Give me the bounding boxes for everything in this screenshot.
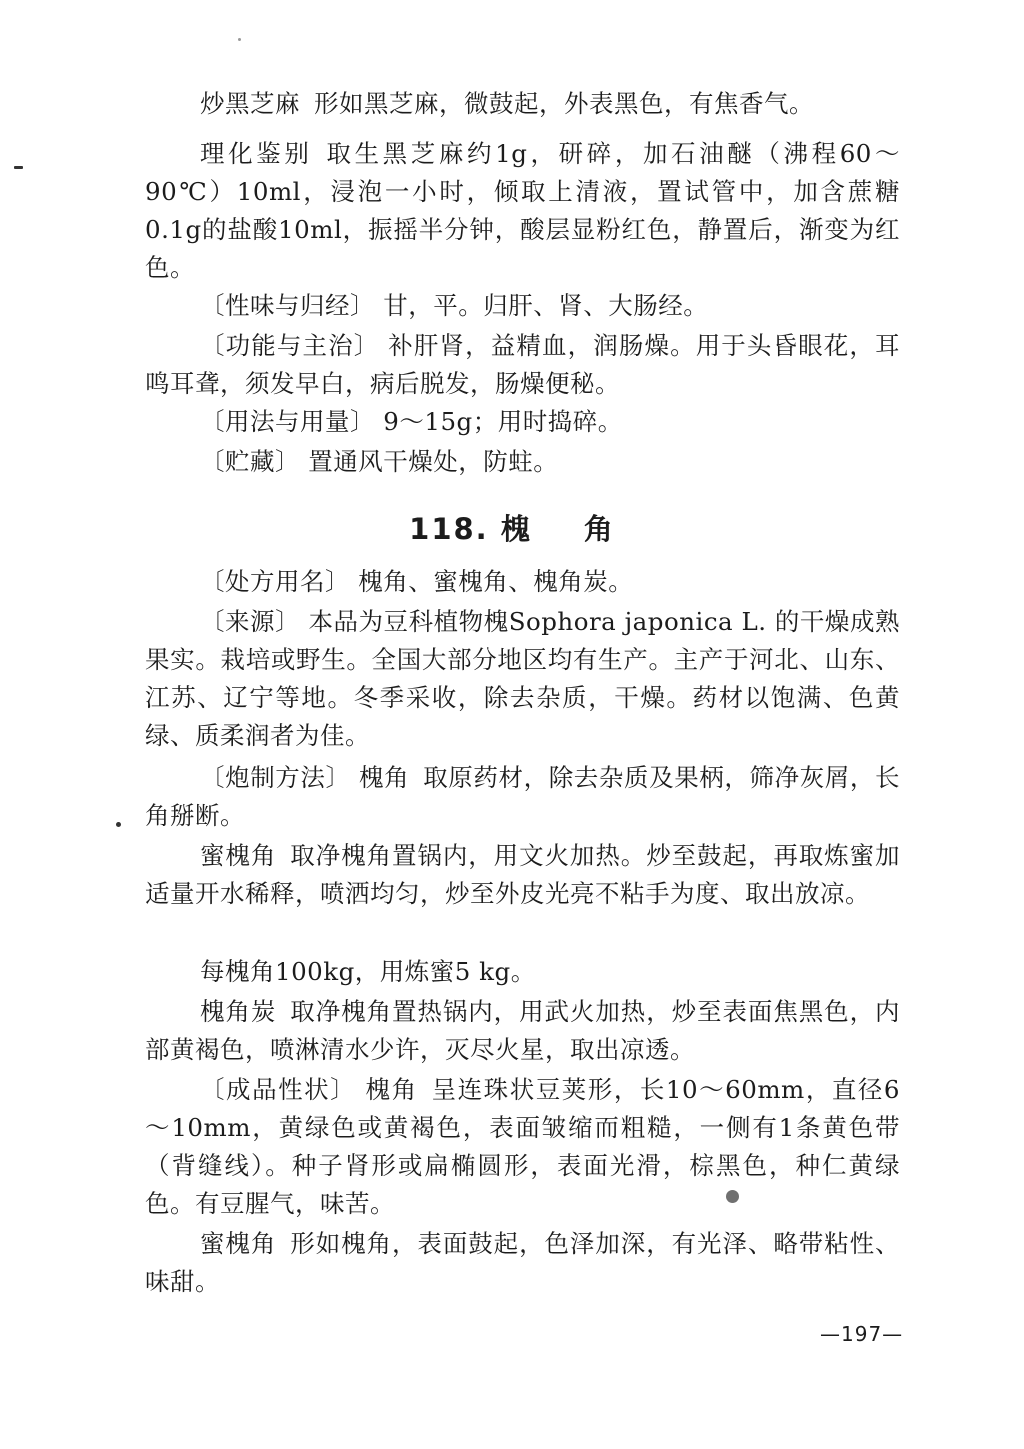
paragraph-text: 补肝肾，益精血，润肠燥。用于头昏眼花，耳鸣耳聋，须发早白，病后脱发，肠燥便秘。 [145,331,901,398]
scan-speck [726,1190,739,1203]
scan-speck [14,166,23,169]
paragraph-nature-and-meridian [145,287,900,325]
section-label: 〔贮藏〕 [200,447,300,476]
term-honey-fried-sophora: 蜜槐角 [200,841,277,870]
paragraph-processing-method [145,759,900,835]
section-label: 〔来源〕 [200,607,301,636]
paragraph-physicochemical-identification [145,135,900,287]
term-sophora-fruit: 槐角 [359,763,410,792]
section-label: 〔性味与归经〕 [200,291,375,320]
paragraph-text: 形如黑芝麻，微鼓起，外表黑色，有焦香气。 [314,89,814,118]
paragraph-functions-indications [145,327,900,403]
section-label: 〔成品性状〕 [200,1075,357,1104]
paragraph-text: 置通风干燥处，防蛀。 [308,447,559,476]
term-fried-black-sesame: 炒黑芝麻 [200,89,300,118]
section-label: 〔处方用名〕 [200,567,350,596]
paragraph-prescription-names [145,563,900,601]
term-charred-sophora: 槐角炭 [200,997,277,1026]
section-label: 〔炮制方法〕 [200,763,351,792]
section-label: 〔用法与用量〕 [200,407,375,436]
paragraph-text: 形如槐角，表面鼓起，色泽加深，有光泽、略带粘性、味甜。 [145,1229,901,1296]
scan-speck [116,822,121,827]
entry-title-char-1: 槐 [500,512,532,546]
page-number: —197— [820,1322,904,1346]
term-physicochemical-identification: 理化鉴别 [200,139,313,168]
entry-title [0,507,1024,548]
term-sophora-fruit: 槐角 [365,1075,418,1104]
paragraph-honey-fried-characteristics [145,1225,900,1301]
section-label: 〔功能与主治〕 [200,331,380,360]
paragraph-source [145,603,900,755]
scan-speck [238,38,241,41]
entry-number: 118. [409,512,489,546]
paragraph-usage-dosage [145,403,900,441]
paragraph-storage [145,443,900,481]
paragraph-text: 取净槐角置热锅内，用武火加热，炒至表面焦黑色，内部黄褐色，喷淋清水少许，灭尽火星，取出凉透。 [145,997,901,1064]
term-honey-fried-sophora: 蜜槐角 [200,1229,277,1258]
paragraph-text: 每槐角100kg，用炼蜜5 kg。 [200,957,536,986]
paragraph-honey-ratio [145,953,900,991]
paragraph-text: 本品为豆科植物槐Sophora japonica L. 的干燥成熟果实。栽培或野生。全国大部分地区均有生产。主产于河北、山东、江苏、辽宁等地。冬季采收，除去杂质，干燥。药材以饱满、色黄绿、质柔润者为佳。 [145,607,900,750]
paragraph-text: 9～15g；用时捣碎。 [383,407,623,436]
paragraph-honey-fried [145,837,900,913]
paragraph-fried-black-sesame [145,85,900,123]
paragraph-text: 槐角、蜜槐角、槐角炭。 [358,567,634,596]
paragraph-product-characteristics [145,1071,900,1223]
paragraph-text: 取生黑芝麻约1g，研碎，加石油醚（沸程60～90℃）10ml，浸泡一小时，倾取上清液，置试管中，加含蔗糖0.1g的盐酸10ml，振摇半分钟，酸层显粉红色，静置后，渐变为红色。 [145,139,901,282]
paragraph-text: 甘，平。归肝、肾、大肠经。 [383,291,709,320]
paragraph-text: 取原药材，除去杂质及果柄，筛净灰屑，长角掰断。 [145,763,901,830]
paragraph-text: 取净槐角置锅内，用文火加热。炒至鼓起，再取炼蜜加适量开水稀释，喷洒均匀，炒至外皮光亮不粘手为度、取出放凉。 [145,841,901,908]
paragraph-text: 呈连珠状豆荚形，长10～60mm，直径6～10mm，黄绿色或黄褐色，表面皱缩而粗糙，一侧有1条黄色带（背缝线）。种子肾形或扁椭圆形，表面光滑，棕黑色，种仁黄绿色。有豆腥气，味苦。 [145,1075,901,1218]
paragraph-charred [145,993,900,1069]
entry-title-char-2: 角 [583,512,615,546]
